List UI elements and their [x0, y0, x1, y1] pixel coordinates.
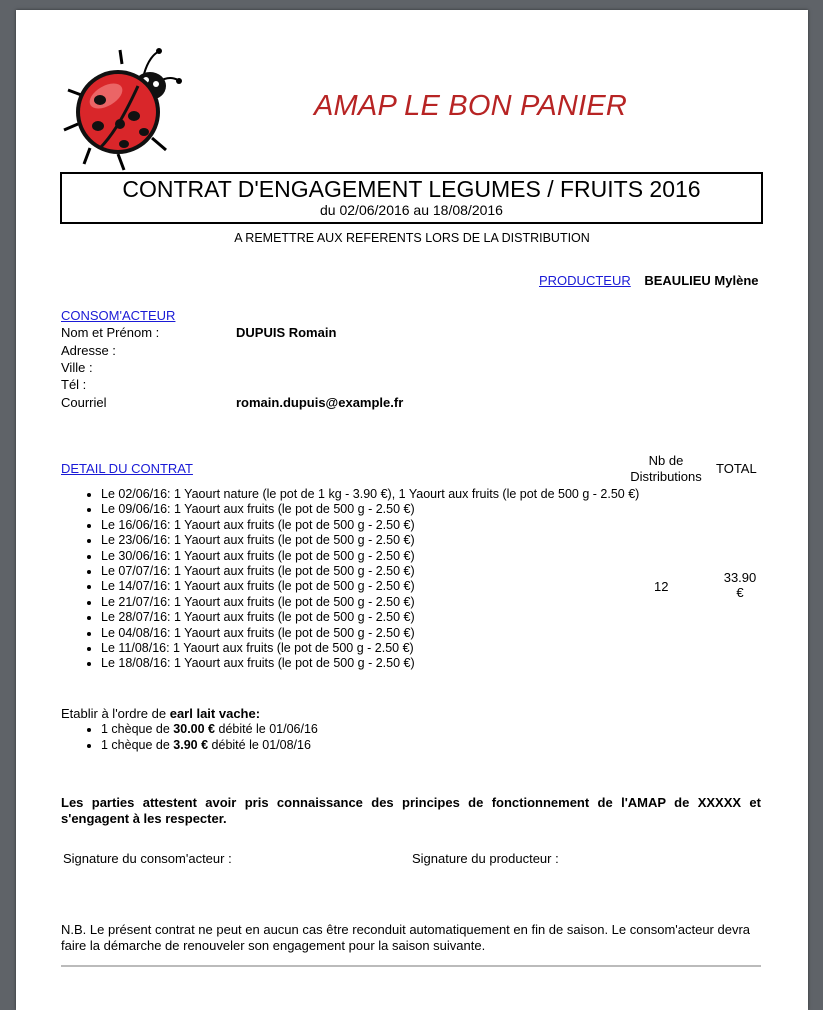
list-item: • Le 04/08/16: 1 Yaourt aux fruits (le pot de 500 g - 2.50 €): [101, 626, 641, 641]
field-label-name: Nom et Prénom :: [61, 325, 160, 340]
list-item: • Le 23/06/16: 1 Yaourt aux fruits (le pot de 500 g - 2.50 €): [101, 533, 641, 548]
field-label-city: Ville :: [61, 360, 93, 375]
cheque-prefix: 1 chèque de: [101, 722, 174, 736]
cheque-list: [61, 721, 318, 753]
consumer-link[interactable]: CONSOM'ACTEUR: [61, 308, 176, 323]
list-item: • Le 18/08/16: 1 Yaourt aux fruits (le pot de 500 g - 2.50 €): [101, 656, 641, 671]
cheque-amount: 3.90 €: [173, 738, 209, 752]
list-item: • Le 07/07/16: 1 Yaourt aux fruits (le pot de 500 g - 2.50 €): [101, 564, 641, 579]
field-label-email: Courriel: [61, 395, 107, 410]
delivery-list: [61, 487, 641, 672]
list-item: • Le 28/07/16: 1 Yaourt aux fruits (le pot de 500 g - 2.50 €): [101, 610, 641, 625]
field-value-name: DUPUIS Romain: [236, 325, 337, 340]
field-label-phone: Tél :: [61, 377, 87, 392]
payment-instruction: [61, 706, 260, 721]
contract-title: CONTRAT D'ENGAGEMENT LEGUMES / FRUITS 2016: [122, 176, 701, 202]
field-label-address: Adresse :: [61, 343, 116, 358]
list-item: • Le 21/07/16: 1 Yaourt aux fruits (le pot de 500 g - 2.50 €): [101, 595, 641, 610]
total-value: 33.90 €: [723, 570, 757, 600]
list-item: [101, 737, 318, 753]
list-item: • Le 14/07/16: 1 Yaourt aux fruits (le pot de 500 g - 2.50 €): [101, 579, 641, 594]
nb-distributions-value: 12: [654, 579, 669, 594]
cheque-amount: 30.00 €: [173, 722, 216, 736]
producer-signature-label: Signature du producteur :: [412, 851, 559, 866]
column-header-nb-distributions: Nb de Distributions: [630, 453, 702, 484]
list-item: [101, 721, 318, 737]
consumer-signature-label: Signature du consom'acteur :: [63, 851, 232, 866]
contract-detail-link[interactable]: DETAIL DU CONTRAT: [61, 461, 193, 476]
attestation-text: Les parties attestent avoir pris connaissance des principes de fonctionnement de l'AMAP de XXXXX et s'engagent à les respecter.: [61, 795, 761, 826]
list-item: • Le 30/06/16: 1 Yaourt aux fruits (le pot de 500 g - 2.50 €): [101, 549, 641, 564]
renewal-note: N.B. Le présent contrat ne peut en aucun cas être reconduit automatiquement en fin de saison. Le consom'acteur devra faire la démarche de renouveler son engagement pour la saison suivante.: [61, 922, 751, 953]
list-item: • Le 16/06/16: 1 Yaourt aux fruits (le pot de 500 g - 2.50 €): [101, 518, 641, 533]
cheque-prefix: 1 chèque de: [101, 738, 174, 752]
association-title: AMAP LE BON PANIER: [314, 90, 628, 122]
contract-title-box: [60, 172, 763, 224]
instruction-text: A REMETTRE AUX REFERENTS LORS DE LA DISTRIBUTION: [234, 231, 590, 245]
cheque-suffix: débité le 01/08/16: [208, 738, 311, 752]
producer-link[interactable]: PRODUCTEUR: [539, 273, 631, 288]
cheque-suffix: débité le 01/06/16: [215, 722, 318, 736]
payee-name: earl lait vache:: [169, 706, 261, 721]
producer-name: BEAULIEU Mylène: [644, 273, 759, 288]
list-item: • Le 09/06/16: 1 Yaourt aux fruits (le pot de 500 g - 2.50 €): [101, 502, 641, 517]
contract-page: [16, 10, 808, 1010]
list-item: • Le 11/08/16: 1 Yaourt aux fruits (le pot de 500 g - 2.50 €): [101, 641, 641, 656]
column-header-total: TOTAL: [716, 461, 757, 476]
list-item: • Le 02/06/16: 1 Yaourt nature (le pot de 1 kg - 3.90 €), 1 Yaourt aux fruits (le pot de 500 g - 2.50 €): [101, 487, 641, 502]
payment-prefix: Etablir à l'ordre de: [61, 706, 170, 721]
field-value-email: romain.dupuis@example.fr: [236, 395, 404, 410]
contract-dates: du 02/06/2016 au 18/08/2016: [320, 202, 503, 218]
ladybug-icon: [62, 46, 182, 171]
producer-row: [539, 273, 759, 288]
divider: [61, 965, 761, 967]
